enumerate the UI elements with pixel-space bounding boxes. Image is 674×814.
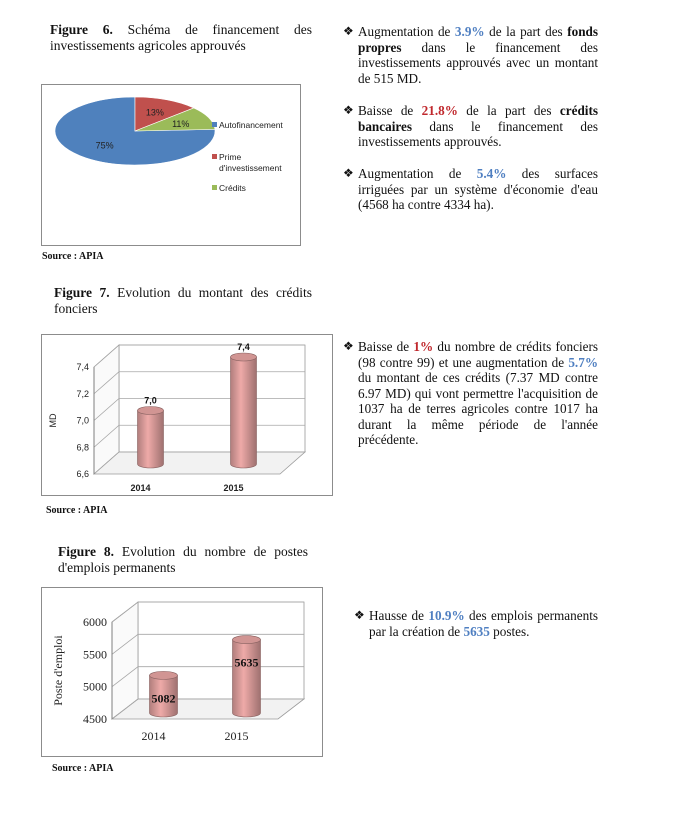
- bullet-surfaces-irriguees: ❖ Augmentation de 5.4% des surfaces irriguées par un système d'économie d'eau (4568 ha contre 4334 ha).: [343, 166, 598, 212]
- bar-top-2014: [150, 671, 178, 679]
- y-tick-label-3: 6000: [83, 615, 107, 629]
- figure-6-chart: [41, 84, 301, 246]
- figure-8-caption: [58, 544, 308, 576]
- bullet-fonds-propres: ❖ Augmentation de 3.9% de la part des fonds propres dans le financement des investissements approuvés avec un montant de 515 MD.: [343, 24, 598, 86]
- pie-label-0: 75%: [95, 140, 114, 151]
- bar-top-2015: [231, 353, 257, 361]
- y-tick-label-1: 6,8: [76, 442, 89, 453]
- bar-2014: [138, 411, 164, 469]
- x-tick-label-2015: 2015: [224, 729, 249, 743]
- pie-chart: [42, 85, 300, 245]
- bar-top-2015: [233, 636, 261, 644]
- y-tick-label-3: 7,2: [76, 388, 89, 399]
- x-tick-label-2015: 2015: [223, 483, 244, 493]
- figure-6-title: Schéma de financement des investissements agricoles approuvés: [50, 22, 312, 53]
- figure-8-label: Figure 8.: [58, 544, 115, 559]
- y-tick-label-1: 5000: [83, 679, 107, 694]
- y-tick-label-0: 4500: [83, 712, 107, 726]
- data-label-2014: 7,0: [144, 395, 157, 406]
- data-label-2015: 5635: [234, 655, 259, 670]
- data-label-2014: 5082: [151, 691, 176, 706]
- bar-chart-credits: [42, 335, 332, 495]
- chart-side-wall: [112, 602, 138, 719]
- legend-label-1-1: d'investissement: [219, 163, 282, 173]
- figure-6-caption: [50, 22, 312, 54]
- legend-label-2-0: Crédits: [219, 183, 246, 193]
- bullet-emplois-permanents: ❖ Hausse de 10.9% des emplois permanents par la création de 5635 postes.: [354, 608, 599, 639]
- legend-swatch-0: [212, 122, 217, 127]
- y-axis-label: Poste d'emploi: [51, 635, 65, 706]
- figure-7-chart: [41, 334, 333, 496]
- legend-label-0-0: Autofinancement: [219, 120, 283, 130]
- legend-swatch-1: [212, 154, 217, 159]
- data-label-2015: 7,4: [237, 342, 250, 352]
- x-tick-label-2014: 2014: [130, 483, 151, 493]
- chart-floor: [94, 452, 305, 474]
- figure-7-caption: [54, 285, 312, 317]
- chart-floor: [112, 699, 304, 719]
- pie-label-2: 11%: [172, 118, 190, 129]
- bullet-credits-fonciers: ❖ Baisse de 1% du nombre de crédits fonciers (98 contre 99) et une augmentation de 5.7% du montant de ces crédits (7.37 MD contre 6.97 MD) qui vont permettre l'acquisition de 1037 ha de terres agricoles contre 1017 ha durant la même période de l'année précédente.: [343, 339, 598, 447]
- figure-7-source: Source : APIA: [46, 505, 108, 516]
- legend-label-1-0: Prime: [219, 152, 242, 162]
- figure-6-label: Figure 6.: [50, 22, 113, 37]
- bar-2015: [231, 357, 257, 468]
- diamond-bullet-icon: ❖: [343, 339, 354, 353]
- legend-swatch-2: [212, 185, 217, 190]
- diamond-bullet-icon: ❖: [343, 166, 354, 180]
- figure-8-title: Evolution du nombre de postes d'emplois permanents: [58, 544, 309, 575]
- y-tick-label-2: 7,0: [76, 415, 89, 426]
- diamond-bullet-icon: ❖: [343, 103, 354, 117]
- bullet-credits-bancaires: ❖ Baisse de 21.8% de la part des crédits bancaires dans le financement des investissements approuvés.: [343, 103, 598, 149]
- bar-2015: [233, 640, 261, 717]
- y-tick-label-2: 5500: [83, 647, 107, 662]
- pie-label-1: 13%: [145, 107, 164, 118]
- y-tick-label-0: 6,6: [76, 469, 89, 479]
- diamond-bullet-icon: ❖: [354, 608, 365, 622]
- figure-7-title: Evolution du montant des crédits fonciers: [54, 285, 312, 316]
- y-tick-label-4: 7,4: [76, 362, 89, 372]
- figure-8-source: Source : APIA: [52, 763, 114, 774]
- figure-6-source: Source : APIA: [42, 251, 104, 262]
- figure-8-chart: [41, 587, 323, 757]
- x-tick-label-2014: 2014: [141, 729, 166, 743]
- bar-chart-emplois: [42, 588, 322, 756]
- figure-7-label: Figure 7.: [54, 285, 110, 300]
- y-axis-label: MD: [48, 413, 58, 428]
- bar-top-2014: [138, 407, 164, 415]
- diamond-bullet-icon: ❖: [343, 24, 354, 38]
